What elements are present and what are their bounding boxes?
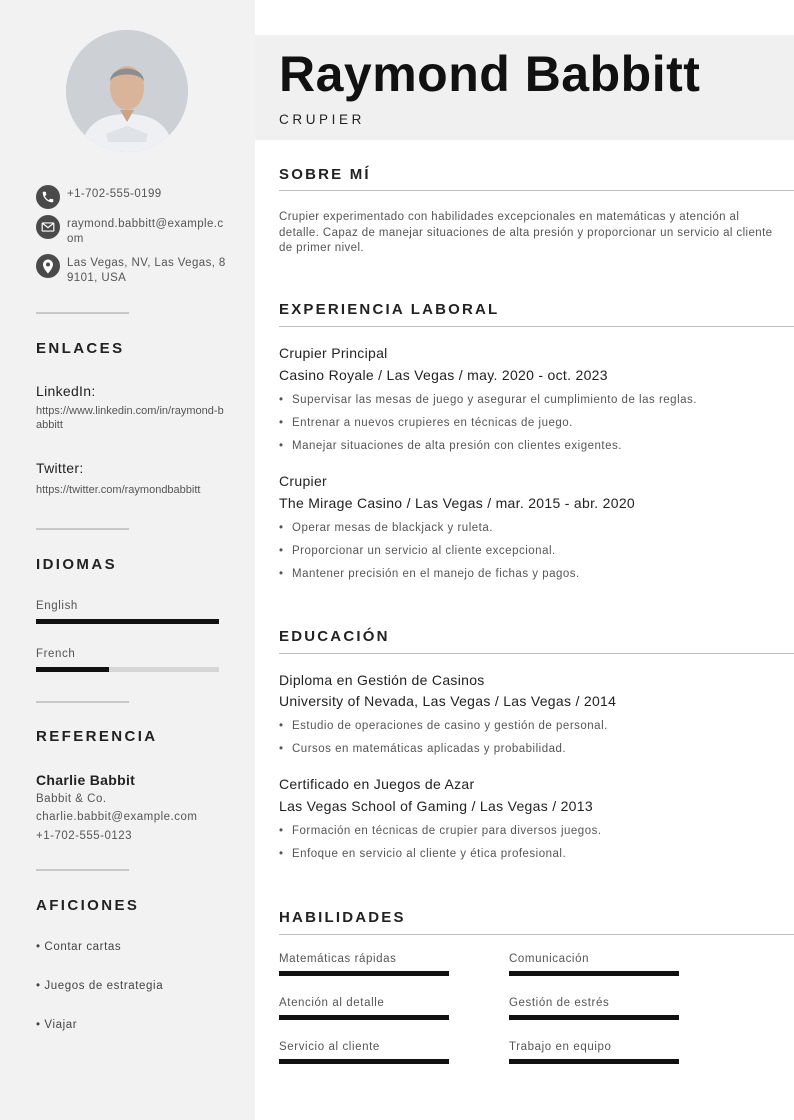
skill-level-fill bbox=[279, 1059, 449, 1064]
skill-level-bar bbox=[509, 1015, 679, 1020]
phone-text[interactable]: +1-702-555-0199 bbox=[67, 188, 162, 200]
education-bullet: • Estudio de operaciones de casino y gestión de personal. bbox=[279, 720, 608, 732]
reference-phone[interactable]: +1-702-555-0123 bbox=[36, 830, 133, 842]
skill-name: Trabajo en equipo bbox=[509, 1041, 612, 1053]
section-divider bbox=[279, 934, 794, 935]
hobby-item: • Viajar bbox=[36, 1019, 78, 1031]
education-bullet: • Formación en técnicas de crupier para diversos juegos. bbox=[279, 825, 602, 837]
about-heading: SOBRE MÍ bbox=[279, 166, 371, 183]
reference-name: Charlie Babbit bbox=[36, 772, 136, 788]
skill-level-bar bbox=[509, 971, 679, 976]
language-level-fill bbox=[36, 667, 109, 672]
language-level-fill bbox=[36, 619, 219, 624]
reference-company: Babbit & Co. bbox=[36, 793, 107, 805]
skill-name: Atención al detalle bbox=[279, 997, 385, 1009]
education-bullet: • Cursos en matemáticas aplicadas y probabilidad. bbox=[279, 743, 567, 755]
skill-name: Comunicación bbox=[509, 953, 590, 965]
contact-email bbox=[36, 215, 226, 247]
twitter-link[interactable]: https://twitter.com/raymondbabbitt bbox=[36, 484, 201, 496]
skill-level-fill bbox=[509, 1059, 679, 1064]
skill-level-bar bbox=[279, 971, 449, 976]
divider bbox=[36, 528, 129, 530]
language-level-bar bbox=[36, 667, 219, 672]
education-school: Las Vegas School of Gaming / Las Vegas / 2013 bbox=[279, 798, 593, 814]
skills-heading: HABILIDADES bbox=[279, 909, 406, 926]
about-text: Crupier experimentado con habilidades excepcionales en matemáticas y atención al detalle. Capaz de manejar situaciones de alta presión y proporcionar un servicio al cliente de primer nivel. bbox=[279, 211, 773, 254]
job-role: Crupier Principal bbox=[279, 345, 388, 361]
header bbox=[255, 35, 794, 140]
job-title: CRUPIER bbox=[279, 112, 365, 127]
section-divider bbox=[279, 326, 794, 327]
person-photo-icon bbox=[66, 30, 188, 152]
hobby-item: • Contar cartas bbox=[36, 941, 122, 953]
job-role: Crupier bbox=[279, 473, 328, 489]
divider bbox=[36, 701, 129, 703]
reference-email[interactable]: charlie.babbit@example.com bbox=[36, 811, 198, 823]
twitter-label: Twitter: bbox=[36, 460, 84, 476]
experience-heading: EXPERIENCIA LABORAL bbox=[279, 301, 500, 318]
education-degree: Diploma en Gestión de Casinos bbox=[279, 672, 485, 688]
links-heading: ENLACES bbox=[36, 340, 125, 357]
skill-level-fill bbox=[509, 971, 679, 976]
skill-name: Gestión de estrés bbox=[509, 997, 610, 1009]
phone-icon bbox=[36, 185, 60, 209]
section-divider bbox=[279, 190, 794, 191]
skill-level-fill bbox=[509, 1015, 679, 1020]
full-name: Raymond Babbitt bbox=[279, 46, 701, 102]
skill-level-fill bbox=[279, 971, 449, 976]
job-bullet: • Entrenar a nuevos crupieres en técnicas de juego. bbox=[279, 417, 573, 429]
divider bbox=[36, 312, 129, 314]
education-school: University of Nevada, Las Vegas / Las Vegas / 2014 bbox=[279, 693, 617, 709]
education-degree: Certificado en Juegos de Azar bbox=[279, 776, 475, 792]
avatar bbox=[66, 30, 188, 152]
skill-level-fill bbox=[279, 1015, 449, 1020]
email-text[interactable]: raymond.babbitt@example.com bbox=[67, 218, 224, 245]
sidebar bbox=[0, 0, 255, 1120]
mail-icon bbox=[36, 215, 60, 239]
contact-phone bbox=[36, 185, 226, 209]
education-heading: EDUCACIÓN bbox=[279, 628, 390, 645]
skill-name: Servicio al cliente bbox=[279, 1041, 380, 1053]
job-bullet: • Proporcionar un servicio al cliente excepcional. bbox=[279, 545, 556, 557]
skill-level-bar bbox=[279, 1015, 449, 1020]
skill-level-bar bbox=[509, 1059, 679, 1064]
job-bullet: • Operar mesas de blackjack y ruleta. bbox=[279, 522, 493, 534]
language-name: French bbox=[36, 648, 76, 660]
hobbies-heading: AFICIONES bbox=[36, 897, 140, 914]
skill-name: Matemáticas rápidas bbox=[279, 953, 397, 965]
address-text: Las Vegas, NV, Las Vegas, 89101, USA bbox=[67, 257, 226, 284]
linkedin-link[interactable]: https://www.linkedin.com/in/raymond-babbitt bbox=[36, 405, 224, 431]
job-org: The Mirage Casino / Las Vegas / mar. 2015 - abr. 2020 bbox=[279, 495, 635, 511]
job-bullet: • Manejar situaciones de alta presión con clientes exigentes. bbox=[279, 440, 622, 452]
hobby-item: • Juegos de estrategia bbox=[36, 980, 164, 992]
divider bbox=[36, 869, 129, 871]
job-bullet: • Mantener precisión en el manejo de fichas y pagos. bbox=[279, 568, 580, 580]
contact-address bbox=[36, 254, 226, 286]
reference-heading: REFERENCIA bbox=[36, 728, 158, 745]
skill-level-bar bbox=[279, 1059, 449, 1064]
job-org: Casino Royale / Las Vegas / may. 2020 - oct. 2023 bbox=[279, 367, 608, 383]
languages-heading: IDIOMAS bbox=[36, 556, 117, 573]
language-name: English bbox=[36, 600, 78, 612]
education-bullet: • Enfoque en servicio al cliente y ética profesional. bbox=[279, 848, 567, 860]
language-level-bar bbox=[36, 619, 219, 624]
job-bullet: • Supervisar las mesas de juego y asegurar el cumplimiento de las reglas. bbox=[279, 394, 697, 406]
location-pin-icon bbox=[36, 254, 60, 278]
section-divider bbox=[279, 653, 794, 654]
linkedin-label: LinkedIn: bbox=[36, 383, 96, 399]
